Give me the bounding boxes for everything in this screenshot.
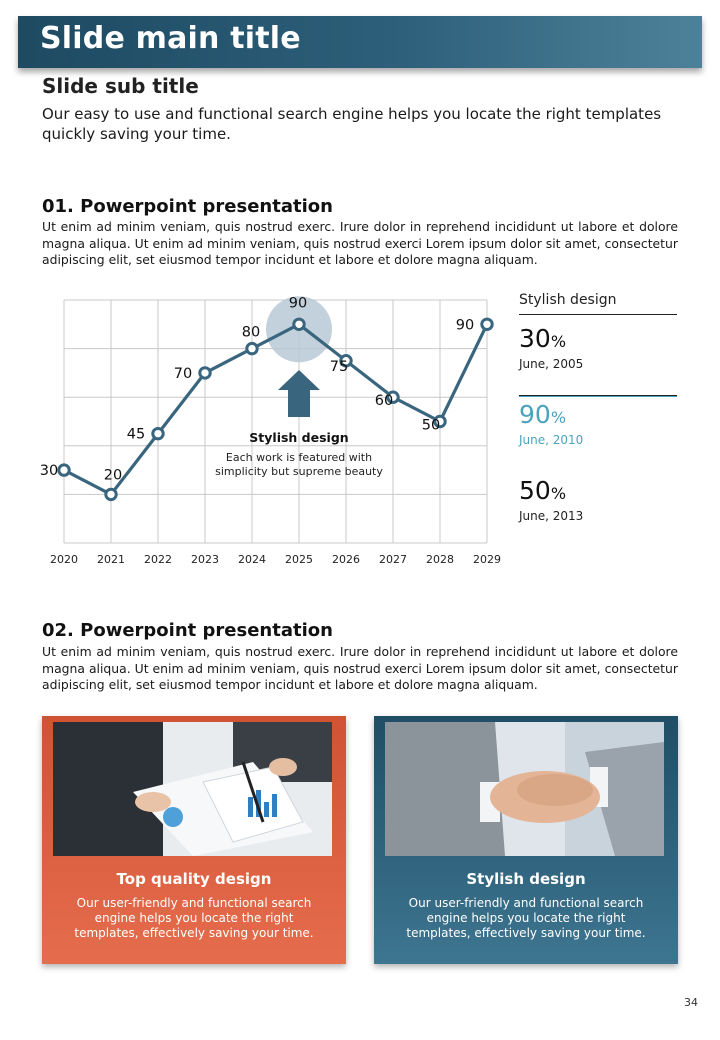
data-point: [482, 319, 492, 329]
annotation-text-line-2: simplicity but supreme beauty: [215, 465, 383, 478]
x-tick-label: 2027: [379, 553, 407, 566]
business-meeting-charts-photo: [53, 722, 332, 856]
up-arrow-icon: [278, 370, 320, 417]
slide-sub-title: Slide sub title: [42, 74, 199, 98]
card-body: Our user-friendly and functional search engine helps you locate the right templates, effectively saving your time.: [406, 896, 646, 940]
section-2-body: Ut enim ad minim veniam, quis nostrud exerc. Irure dolor in reprehend incididunt ut labore et dolore magna aliqua. Ut enim ad minim veniam, quis nostrud exerci Lorem ipsum dolor sit amet, consectetur adipiscing elit, set eiusmod tempor incidunt et labore et dolore magna aliquam.: [42, 644, 678, 692]
x-tick-label: 2024: [238, 553, 266, 566]
stat-item-1: [519, 324, 677, 371]
stat-divider: [519, 396, 677, 397]
section-2-title: 02. Powerpoint presentation: [42, 620, 333, 641]
data-label: 80: [241, 324, 261, 341]
data-label: 45: [126, 426, 146, 443]
stat-unit: %: [550, 408, 567, 427]
data-label: 75: [329, 358, 349, 375]
stats-panel: [519, 292, 677, 523]
x-tick-label: 2025: [285, 553, 313, 566]
card-stylish-design: [374, 716, 678, 964]
stat-unit: %: [550, 332, 567, 351]
data-label: 20: [103, 467, 123, 484]
stat-value: 90: [519, 400, 551, 429]
data-label: 60: [374, 393, 394, 410]
stat-item-3: [519, 476, 677, 523]
annotation-text-line-1: Each work is featured with: [225, 451, 373, 464]
x-tick-label: 2026: [332, 553, 360, 566]
handshake-photo: [385, 722, 664, 856]
stat-value: 50: [519, 476, 551, 505]
stat-date: June, 2005: [519, 357, 584, 371]
slide-main-title: Slide main title: [40, 21, 301, 56]
stats-heading: Stylish design: [519, 292, 677, 315]
stat-value: 30: [519, 324, 551, 353]
x-tick-label: 2028: [426, 553, 454, 566]
title-banner: [18, 16, 702, 68]
x-tick-labels: [50, 553, 501, 566]
page-number: 34: [684, 996, 698, 1009]
data-point: [153, 428, 163, 438]
data-label: 90: [288, 295, 308, 312]
stat-date: June, 2010: [519, 433, 584, 447]
x-tick-label: 2020: [50, 553, 78, 566]
x-tick-label: 2029: [473, 553, 501, 566]
data-point: [247, 343, 257, 353]
annotation-title: Stylish design: [249, 430, 349, 445]
data-label: 70: [173, 365, 193, 382]
section-1-body: Ut enim ad minim veniam, quis nostrud exerc. Irure dolor in reprehend incididunt ut labore et dolore magna aliqua. Ut enim ad minim veniam, quis nostrud exerci Lorem ipsum dolor sit amet, consectetur adipiscing elit, set eiusmod tempor incidunt et labore et dolore magna aliquam.: [42, 219, 678, 267]
data-label: 30: [39, 463, 59, 480]
data-point: [59, 465, 69, 475]
intro-text: Our easy to use and functional search engine helps you locate the right templates quickly saving your time.: [42, 105, 662, 143]
data-point: [294, 319, 304, 329]
stat-unit: %: [550, 484, 567, 503]
data-label: 50: [421, 417, 441, 434]
stat-date: June, 2013: [519, 509, 584, 523]
card-title: Top quality design: [116, 870, 272, 888]
x-tick-label: 2022: [144, 553, 172, 566]
data-label: 90: [455, 317, 475, 334]
x-tick-label: 2021: [97, 553, 125, 566]
card-title: Stylish design: [466, 870, 586, 888]
line-chart: [30, 288, 510, 578]
card-top-quality: [42, 716, 346, 964]
x-tick-label: 2023: [191, 553, 219, 566]
stat-item-2: [519, 400, 677, 447]
card-body: Our user-friendly and functional search engine helps you locate the right templates, effectively saving your time.: [74, 896, 314, 940]
section-1-title: 01. Powerpoint presentation: [42, 196, 333, 217]
data-point: [200, 368, 210, 378]
data-point: [106, 489, 116, 499]
